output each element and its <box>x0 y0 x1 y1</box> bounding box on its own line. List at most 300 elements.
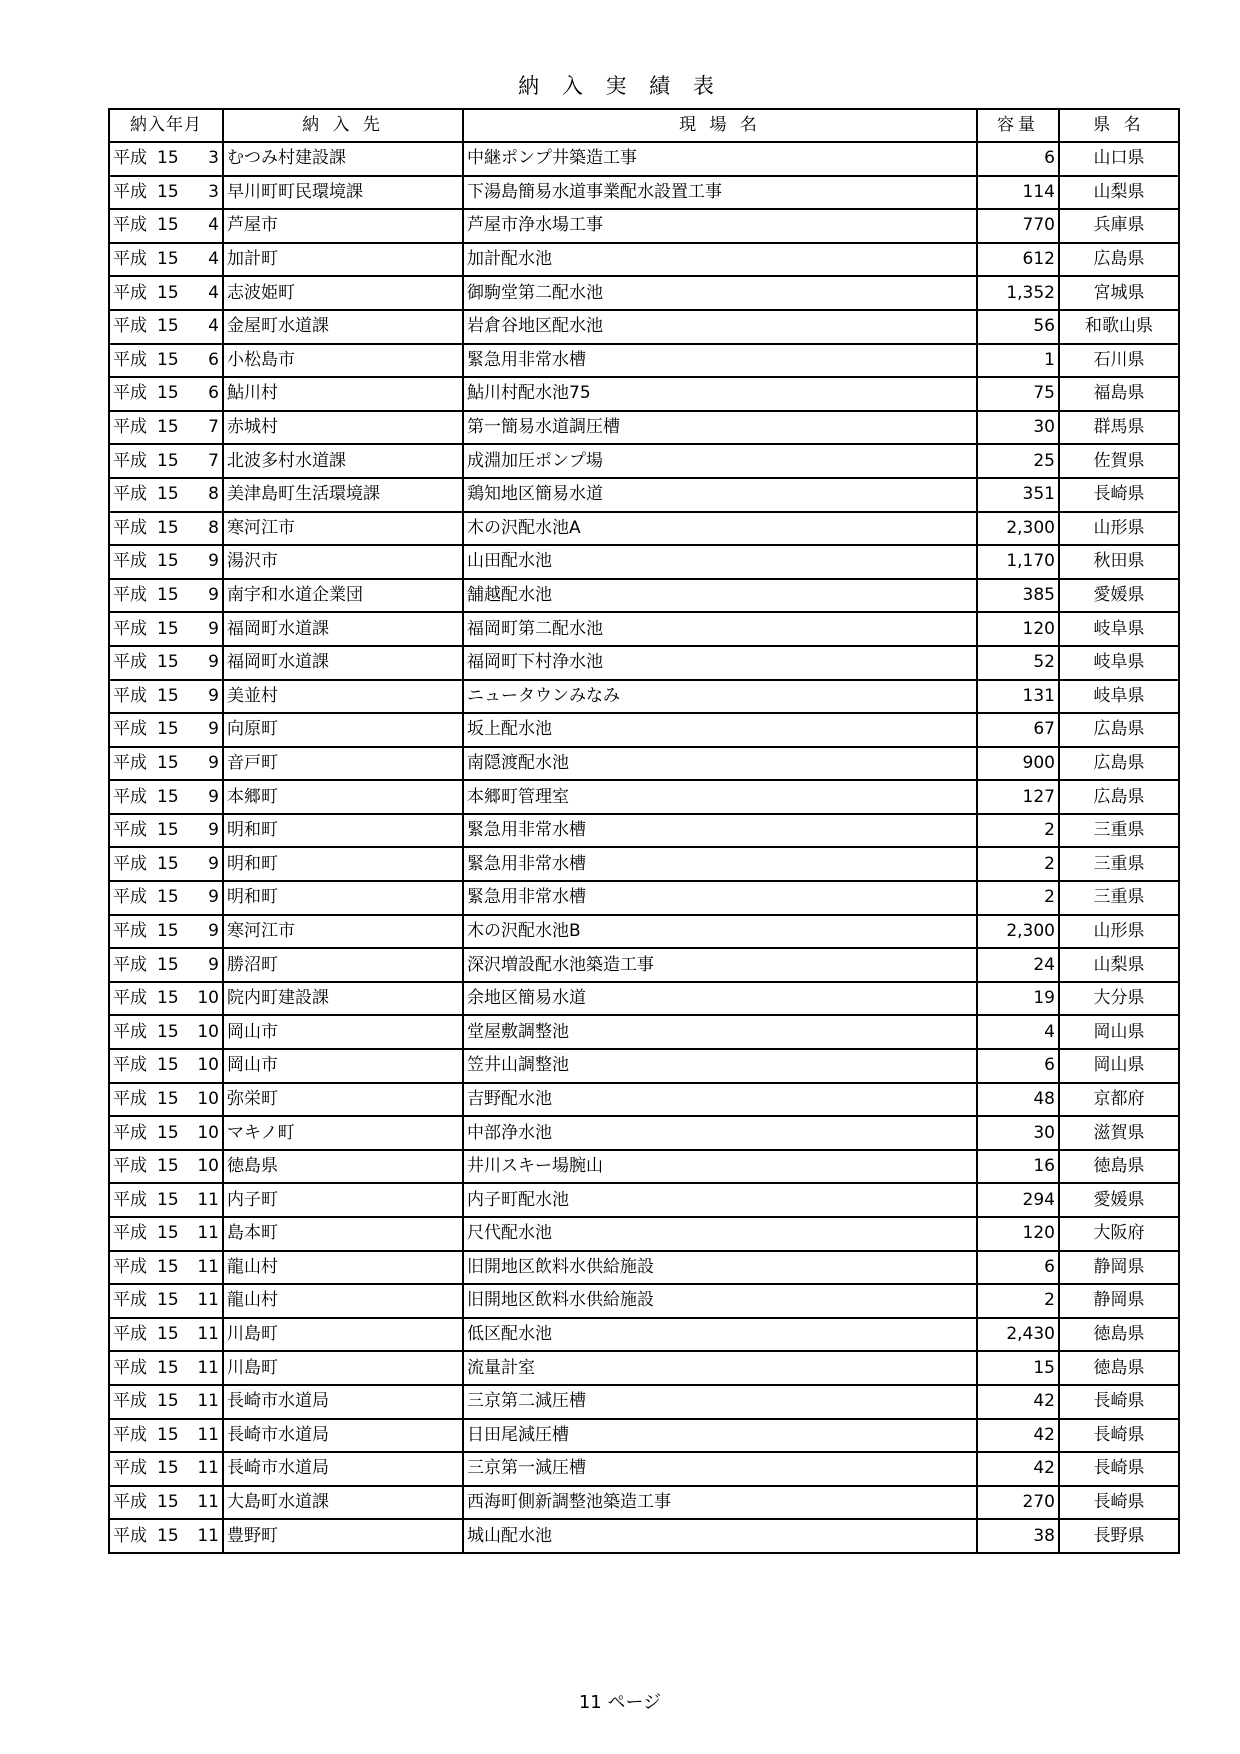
cell-prefecture: 宮城県 <box>1059 276 1179 310</box>
cell-capacity: 1,352 <box>977 276 1059 310</box>
cell-prefecture: 京都府 <box>1059 1083 1179 1117</box>
cell-destination: 寒河江市 <box>223 512 463 546</box>
date-month: 9 <box>208 920 219 941</box>
cell-destination: 長崎市水道局 <box>223 1452 463 1486</box>
cell-site: 緊急用非常水槽 <box>463 847 977 881</box>
date-year: 15 <box>157 786 179 807</box>
date-era: 平成 <box>113 1189 147 1210</box>
date-era: 平成 <box>113 1055 147 1076</box>
cell-capacity: 19 <box>977 982 1059 1016</box>
cell-destination: 福岡町水道課 <box>223 612 463 646</box>
cell-date <box>109 478 223 512</box>
cell-destination: 院内町建設課 <box>223 982 463 1016</box>
cell-destination: 金屋町水道課 <box>223 310 463 344</box>
delivery-records-table <box>108 108 1180 1554</box>
cell-capacity: 6 <box>977 142 1059 176</box>
date-year: 15 <box>157 1189 179 1210</box>
date-year: 15 <box>157 383 179 404</box>
date-month: 11 <box>197 1324 219 1345</box>
table-row <box>109 1284 1179 1318</box>
date-month: 6 <box>208 383 219 404</box>
cell-date <box>109 1519 223 1553</box>
cell-date <box>109 512 223 546</box>
cell-destination: 岡山市 <box>223 1049 463 1083</box>
date-year: 15 <box>157 585 179 606</box>
cell-site: 鶏知地区簡易水道 <box>463 478 977 512</box>
cell-capacity: 351 <box>977 478 1059 512</box>
cell-site: 芦屋市浄水場工事 <box>463 209 977 243</box>
date-era: 平成 <box>113 1391 147 1412</box>
cell-date <box>109 881 223 915</box>
date-era: 平成 <box>113 1525 147 1546</box>
cell-site: 福岡町第二配水池 <box>463 612 977 646</box>
date-month: 9 <box>208 618 219 639</box>
cell-date <box>109 915 223 949</box>
date-era: 平成 <box>113 685 147 706</box>
date-era: 平成 <box>113 1256 147 1277</box>
table-row <box>109 1486 1179 1520</box>
date-month: 3 <box>208 181 219 202</box>
cell-site: 成淵加圧ポンプ場 <box>463 444 977 478</box>
cell-prefecture: 岐阜県 <box>1059 646 1179 680</box>
cell-destination: 龍山村 <box>223 1284 463 1318</box>
cell-destination: 勝沼町 <box>223 948 463 982</box>
cell-prefecture: 広島県 <box>1059 713 1179 747</box>
cell-date <box>109 1419 223 1453</box>
date-month: 10 <box>197 988 219 1009</box>
cell-site: 吉野配水池 <box>463 1083 977 1117</box>
cell-destination: 赤城村 <box>223 411 463 445</box>
date-year: 15 <box>157 417 179 438</box>
cell-capacity: 2,300 <box>977 915 1059 949</box>
date-month: 9 <box>208 820 219 841</box>
cell-site: 御駒堂第二配水池 <box>463 276 977 310</box>
table-row <box>109 646 1179 680</box>
cell-capacity: 42 <box>977 1385 1059 1419</box>
cell-capacity: 1,170 <box>977 545 1059 579</box>
cell-date <box>109 612 223 646</box>
table-row <box>109 814 1179 848</box>
table-row <box>109 881 1179 915</box>
cell-site: 木の沢配水池B <box>463 915 977 949</box>
date-era: 平成 <box>113 1088 147 1109</box>
cell-prefecture: 静岡県 <box>1059 1251 1179 1285</box>
date-month: 8 <box>208 484 219 505</box>
cell-site: 旧開地区飲料水供給施設 <box>463 1251 977 1285</box>
date-year: 15 <box>157 1256 179 1277</box>
date-era: 平成 <box>113 1223 147 1244</box>
cell-date <box>109 948 223 982</box>
date-year: 15 <box>157 1357 179 1378</box>
table-row <box>109 276 1179 310</box>
cell-date <box>109 1284 223 1318</box>
date-month: 11 <box>197 1256 219 1277</box>
cell-capacity: 42 <box>977 1419 1059 1453</box>
cell-capacity: 385 <box>977 579 1059 613</box>
cell-capacity: 131 <box>977 680 1059 714</box>
cell-date <box>109 1351 223 1385</box>
cell-date <box>109 1385 223 1419</box>
cell-destination: 福岡町水道課 <box>223 646 463 680</box>
date-month: 9 <box>208 585 219 606</box>
cell-capacity: 38 <box>977 1519 1059 1553</box>
table-row <box>109 1183 1179 1217</box>
cell-date <box>109 1251 223 1285</box>
date-year: 15 <box>157 1525 179 1546</box>
cell-destination: 北波多村水道課 <box>223 444 463 478</box>
date-year: 15 <box>157 316 179 337</box>
cell-destination: 明和町 <box>223 814 463 848</box>
cell-site: 舗越配水池 <box>463 579 977 613</box>
date-month: 9 <box>208 652 219 673</box>
cell-destination: 美並村 <box>223 680 463 714</box>
cell-site: 本郷町管理室 <box>463 780 977 814</box>
cell-prefecture: 大阪府 <box>1059 1217 1179 1251</box>
date-month: 9 <box>208 752 219 773</box>
date-year: 15 <box>157 853 179 874</box>
date-year: 15 <box>157 1055 179 1076</box>
cell-site: 内子町配水池 <box>463 1183 977 1217</box>
cell-capacity: 120 <box>977 612 1059 646</box>
cell-capacity: 42 <box>977 1452 1059 1486</box>
cell-capacity: 127 <box>977 780 1059 814</box>
date-era: 平成 <box>113 249 147 270</box>
cell-capacity: 270 <box>977 1486 1059 1520</box>
table-row <box>109 243 1179 277</box>
cell-date <box>109 1116 223 1150</box>
table-row <box>109 1083 1179 1117</box>
cell-capacity: 900 <box>977 747 1059 781</box>
date-year: 15 <box>157 1290 179 1311</box>
table-row <box>109 512 1179 546</box>
cell-destination: 南宇和水道企業団 <box>223 579 463 613</box>
cell-site: 南隠渡配水池 <box>463 747 977 781</box>
date-year: 15 <box>157 954 179 975</box>
table-header-row <box>109 109 1179 142</box>
date-era: 平成 <box>113 383 147 404</box>
cell-site: 三京第二減圧槽 <box>463 1385 977 1419</box>
date-year: 15 <box>157 450 179 471</box>
table-row <box>109 377 1179 411</box>
cell-destination: 向原町 <box>223 713 463 747</box>
table-row <box>109 1217 1179 1251</box>
date-era: 平成 <box>113 517 147 538</box>
cell-site: 下湯島簡易水道事業配水設置工事 <box>463 176 977 210</box>
table-row <box>109 478 1179 512</box>
cell-prefecture: 山梨県 <box>1059 948 1179 982</box>
date-era: 平成 <box>113 988 147 1009</box>
cell-date <box>109 814 223 848</box>
cell-capacity: 48 <box>977 1083 1059 1117</box>
date-era: 平成 <box>113 1122 147 1143</box>
cell-capacity: 4 <box>977 1015 1059 1049</box>
date-month: 11 <box>197 1391 219 1412</box>
date-era: 平成 <box>113 181 147 202</box>
cell-destination: むつみ村建設課 <box>223 142 463 176</box>
cell-destination: 内子町 <box>223 1183 463 1217</box>
table-row <box>109 444 1179 478</box>
cell-date <box>109 680 223 714</box>
cell-prefecture: 静岡県 <box>1059 1284 1179 1318</box>
cell-capacity: 2 <box>977 1284 1059 1318</box>
date-era: 平成 <box>113 450 147 471</box>
cell-site: 城山配水池 <box>463 1519 977 1553</box>
cell-capacity: 25 <box>977 444 1059 478</box>
cell-date <box>109 377 223 411</box>
cell-site: 旧開地区飲料水供給施設 <box>463 1284 977 1318</box>
cell-capacity: 1 <box>977 344 1059 378</box>
date-month: 4 <box>208 282 219 303</box>
cell-capacity: 75 <box>977 377 1059 411</box>
table-row <box>109 747 1179 781</box>
cell-prefecture: 長崎県 <box>1059 1486 1179 1520</box>
header-site: 現 場 名 <box>463 109 977 142</box>
cell-date <box>109 1318 223 1352</box>
date-year: 15 <box>157 820 179 841</box>
cell-date <box>109 1015 223 1049</box>
date-month: 10 <box>197 1055 219 1076</box>
cell-prefecture: 長崎県 <box>1059 1419 1179 1453</box>
header-capacity: 容量 <box>977 109 1059 142</box>
cell-prefecture: 岡山県 <box>1059 1015 1179 1049</box>
date-era: 平成 <box>113 1324 147 1345</box>
date-year: 15 <box>157 652 179 673</box>
date-month: 4 <box>208 215 219 236</box>
date-year: 15 <box>157 988 179 1009</box>
date-era: 平成 <box>113 1357 147 1378</box>
cell-site: 笠井山調整池 <box>463 1049 977 1083</box>
cell-date <box>109 1217 223 1251</box>
cell-date <box>109 982 223 1016</box>
cell-date <box>109 1083 223 1117</box>
date-month: 11 <box>197 1492 219 1513</box>
cell-capacity: 2,430 <box>977 1318 1059 1352</box>
date-month: 4 <box>208 316 219 337</box>
date-era: 平成 <box>113 585 147 606</box>
date-era: 平成 <box>113 652 147 673</box>
date-month: 8 <box>208 517 219 538</box>
date-month: 9 <box>208 887 219 908</box>
cell-destination: 寒河江市 <box>223 915 463 949</box>
page-title: 納 入 実 績 表 <box>518 74 722 98</box>
date-era: 平成 <box>113 551 147 572</box>
cell-site: 加計配水池 <box>463 243 977 277</box>
cell-prefecture: 長崎県 <box>1059 1385 1179 1419</box>
date-era: 平成 <box>113 282 147 303</box>
cell-site: 堂屋敷調整池 <box>463 1015 977 1049</box>
date-month: 11 <box>197 1424 219 1445</box>
cell-prefecture: 三重県 <box>1059 881 1179 915</box>
date-era: 平成 <box>113 1458 147 1479</box>
date-year: 15 <box>157 719 179 740</box>
header-destination: 納 入 先 <box>223 109 463 142</box>
cell-date <box>109 780 223 814</box>
cell-date <box>109 1486 223 1520</box>
cell-site: 尺代配水池 <box>463 1217 977 1251</box>
cell-destination: 豊野町 <box>223 1519 463 1553</box>
cell-prefecture: 滋賀県 <box>1059 1116 1179 1150</box>
cell-site: 井川スキー場腕山 <box>463 1150 977 1184</box>
cell-prefecture: 大分県 <box>1059 982 1179 1016</box>
cell-date <box>109 1150 223 1184</box>
date-era: 平成 <box>113 417 147 438</box>
cell-prefecture: 愛媛県 <box>1059 579 1179 613</box>
cell-destination: 徳島県 <box>223 1150 463 1184</box>
cell-site: 三京第一減圧槽 <box>463 1452 977 1486</box>
date-month: 11 <box>197 1525 219 1546</box>
cell-site: 流量計室 <box>463 1351 977 1385</box>
date-month: 10 <box>197 1156 219 1177</box>
cell-site: 山田配水池 <box>463 545 977 579</box>
cell-prefecture: 福島県 <box>1059 377 1179 411</box>
table-row <box>109 1519 1179 1553</box>
table-row <box>109 780 1179 814</box>
table-row <box>109 1452 1179 1486</box>
cell-capacity: 15 <box>977 1351 1059 1385</box>
table-row <box>109 1318 1179 1352</box>
date-year: 15 <box>157 551 179 572</box>
cell-date <box>109 747 223 781</box>
cell-site: ニュータウンみなみ <box>463 680 977 714</box>
table-row <box>109 982 1179 1016</box>
cell-site: 低区配水池 <box>463 1318 977 1352</box>
date-month: 9 <box>208 719 219 740</box>
date-month: 6 <box>208 349 219 370</box>
table-row <box>109 176 1179 210</box>
table-body <box>109 142 1179 1553</box>
cell-capacity: 6 <box>977 1251 1059 1285</box>
date-era: 平成 <box>113 148 147 169</box>
cell-capacity: 612 <box>977 243 1059 277</box>
cell-destination: 本郷町 <box>223 780 463 814</box>
cell-destination: 弥栄町 <box>223 1083 463 1117</box>
cell-date <box>109 847 223 881</box>
date-month: 10 <box>197 1021 219 1042</box>
cell-site: 岩倉谷地区配水池 <box>463 310 977 344</box>
date-year: 15 <box>157 1122 179 1143</box>
cell-site: 木の沢配水池A <box>463 512 977 546</box>
header-date: 納入年月 <box>109 109 223 142</box>
cell-date <box>109 142 223 176</box>
cell-site: 日田尾減圧槽 <box>463 1419 977 1453</box>
cell-destination: 鮎川村 <box>223 377 463 411</box>
date-era: 平成 <box>113 1156 147 1177</box>
date-year: 15 <box>157 685 179 706</box>
date-month: 9 <box>208 853 219 874</box>
cell-date <box>109 579 223 613</box>
date-year: 15 <box>157 887 179 908</box>
date-era: 平成 <box>113 920 147 941</box>
date-month: 11 <box>197 1357 219 1378</box>
cell-destination: 長崎市水道局 <box>223 1419 463 1453</box>
cell-capacity: 2,300 <box>977 512 1059 546</box>
date-era: 平成 <box>113 954 147 975</box>
table-row <box>109 344 1179 378</box>
cell-capacity: 30 <box>977 411 1059 445</box>
cell-destination: 川島町 <box>223 1318 463 1352</box>
date-year: 15 <box>157 1424 179 1445</box>
cell-site: 緊急用非常水槽 <box>463 881 977 915</box>
date-year: 15 <box>157 282 179 303</box>
header-prefecture: 県 名 <box>1059 109 1179 142</box>
cell-destination: 明和町 <box>223 847 463 881</box>
cell-date <box>109 344 223 378</box>
date-era: 平成 <box>113 1290 147 1311</box>
cell-prefecture: 三重県 <box>1059 847 1179 881</box>
table-row <box>109 1385 1179 1419</box>
cell-destination: マキノ町 <box>223 1116 463 1150</box>
date-month: 10 <box>197 1088 219 1109</box>
cell-date <box>109 176 223 210</box>
cell-destination: 音戸町 <box>223 747 463 781</box>
table-row <box>109 411 1179 445</box>
date-year: 15 <box>157 1021 179 1042</box>
date-year: 15 <box>157 249 179 270</box>
cell-date <box>109 646 223 680</box>
cell-site: 中部浄水池 <box>463 1116 977 1150</box>
date-era: 平成 <box>113 1021 147 1042</box>
cell-date <box>109 545 223 579</box>
table-row <box>109 680 1179 714</box>
cell-capacity: 24 <box>977 948 1059 982</box>
table-row <box>109 1015 1179 1049</box>
cell-date <box>109 1049 223 1083</box>
date-month: 11 <box>197 1189 219 1210</box>
cell-destination: 大島町水道課 <box>223 1486 463 1520</box>
cell-capacity: 6 <box>977 1049 1059 1083</box>
cell-prefecture: 三重県 <box>1059 814 1179 848</box>
date-year: 15 <box>157 1324 179 1345</box>
cell-prefecture: 徳島県 <box>1059 1150 1179 1184</box>
cell-prefecture: 広島県 <box>1059 747 1179 781</box>
cell-destination: 早川町町民環境課 <box>223 176 463 210</box>
cell-prefecture: 佐賀県 <box>1059 444 1179 478</box>
cell-destination: 小松島市 <box>223 344 463 378</box>
table-row <box>109 915 1179 949</box>
date-month: 9 <box>208 786 219 807</box>
cell-capacity: 52 <box>977 646 1059 680</box>
table-row <box>109 847 1179 881</box>
date-month: 3 <box>208 148 219 169</box>
date-year: 15 <box>157 920 179 941</box>
cell-prefecture: 長崎県 <box>1059 478 1179 512</box>
cell-date <box>109 209 223 243</box>
date-month: 7 <box>208 417 219 438</box>
cell-prefecture: 岐阜県 <box>1059 680 1179 714</box>
cell-site: 中継ポンプ井築造工事 <box>463 142 977 176</box>
date-year: 15 <box>157 484 179 505</box>
cell-capacity: 2 <box>977 881 1059 915</box>
cell-capacity: 56 <box>977 310 1059 344</box>
cell-prefecture: 兵庫県 <box>1059 209 1179 243</box>
date-year: 15 <box>157 349 179 370</box>
date-month: 10 <box>197 1122 219 1143</box>
cell-date <box>109 276 223 310</box>
cell-site: 深沢増設配水池築造工事 <box>463 948 977 982</box>
table-row <box>109 1150 1179 1184</box>
date-year: 15 <box>157 1391 179 1412</box>
table-row <box>109 545 1179 579</box>
date-year: 15 <box>157 1223 179 1244</box>
table-row <box>109 1351 1179 1385</box>
cell-date <box>109 444 223 478</box>
cell-prefecture: 山形県 <box>1059 915 1179 949</box>
date-month: 11 <box>197 1223 219 1244</box>
cell-destination: 明和町 <box>223 881 463 915</box>
table-row <box>109 1419 1179 1453</box>
cell-date <box>109 243 223 277</box>
cell-prefecture: 秋田県 <box>1059 545 1179 579</box>
